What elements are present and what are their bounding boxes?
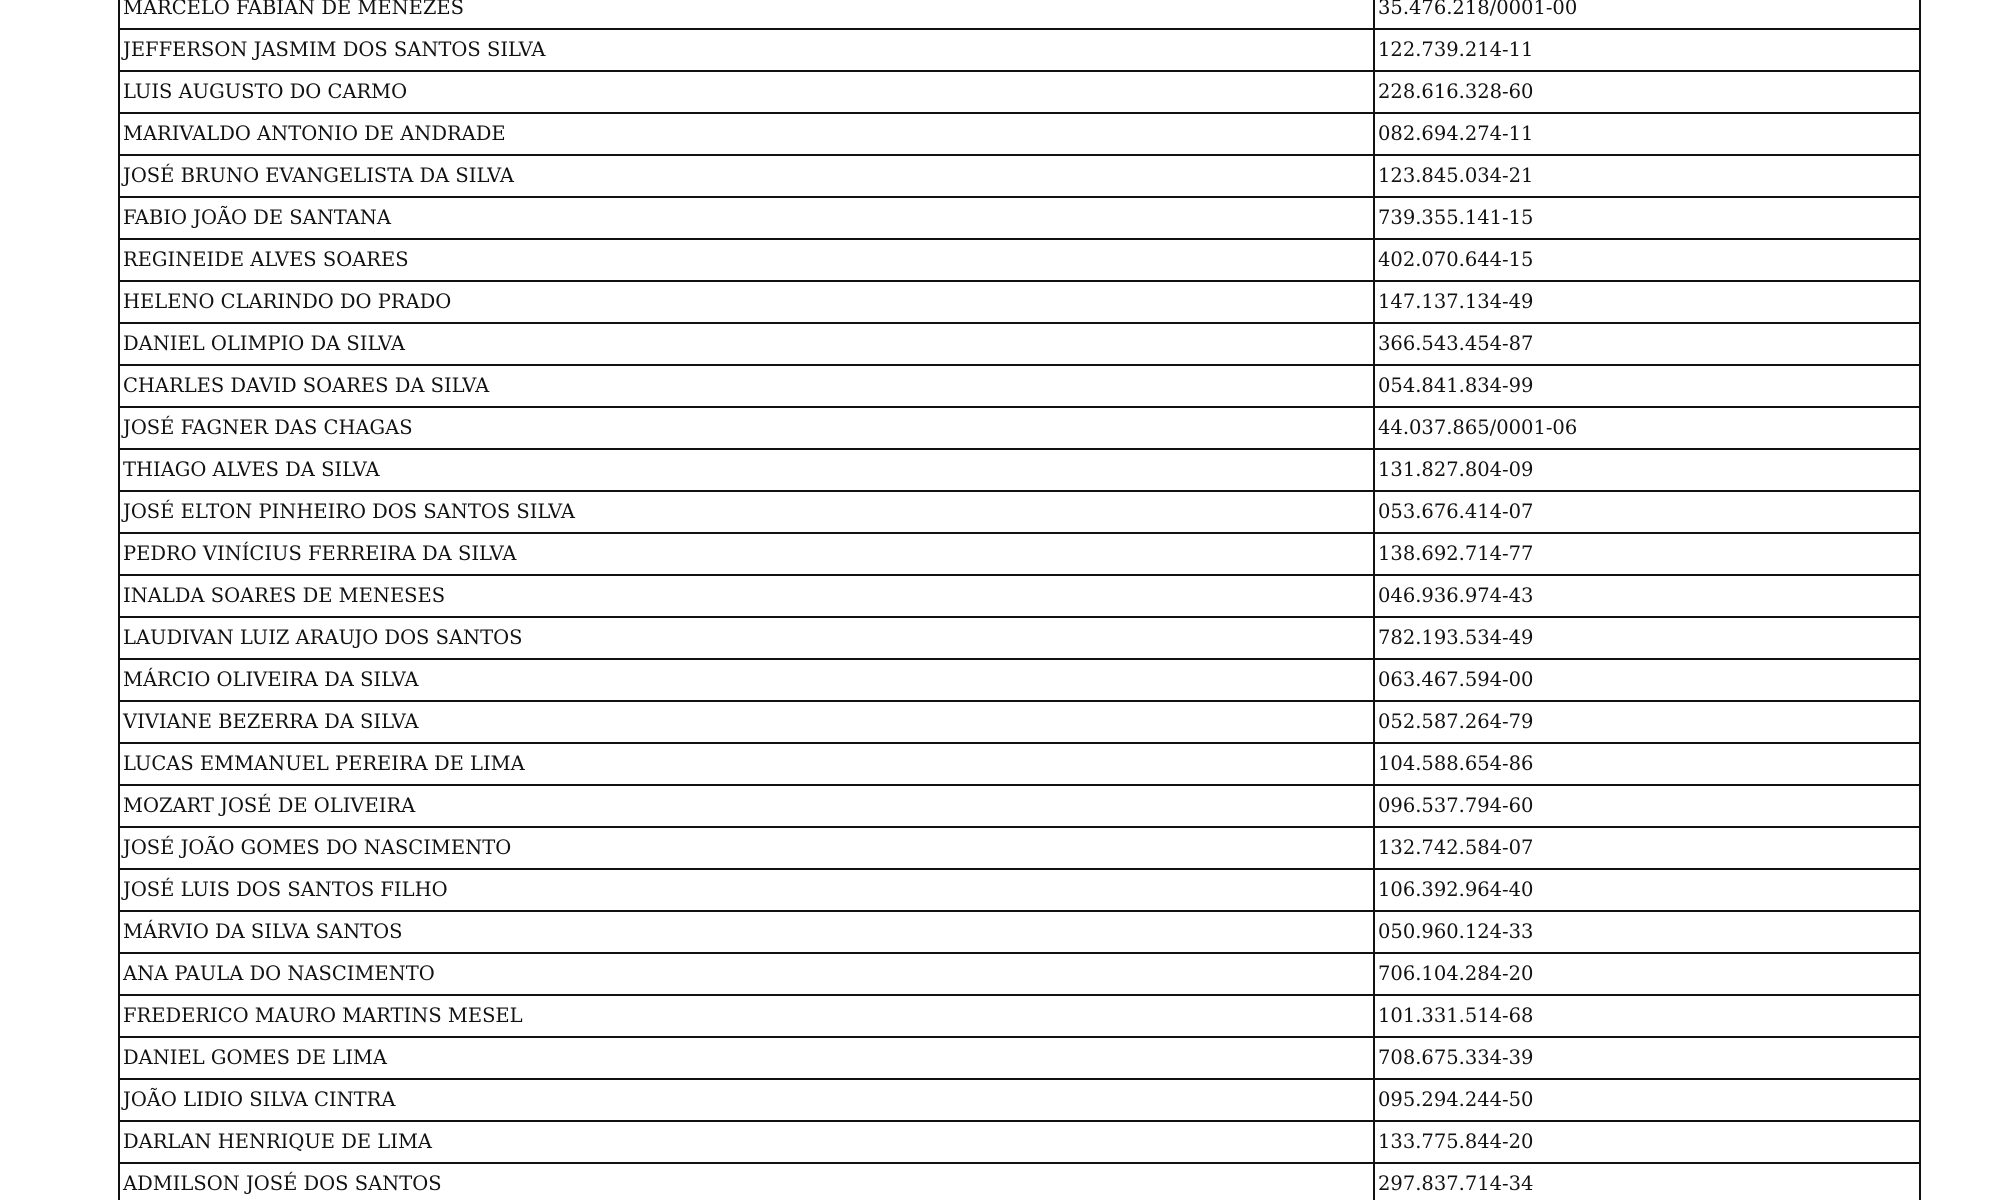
person-name-cell: CHARLES DAVID SOARES DA SILVA bbox=[119, 365, 1374, 407]
document-number-cell: 052.587.264-79 bbox=[1374, 701, 1920, 743]
table-row bbox=[119, 911, 1920, 953]
table-row bbox=[119, 659, 1920, 701]
table-row bbox=[119, 155, 1920, 197]
document-number-cell: 147.137.134-49 bbox=[1374, 281, 1920, 323]
registry-table-body bbox=[119, 0, 1920, 1200]
person-name-cell: JOSÉ LUIS DOS SANTOS FILHO bbox=[119, 869, 1374, 911]
document-number-cell: 050.960.124-33 bbox=[1374, 911, 1920, 953]
person-name-cell: LUCAS EMMANUEL PEREIRA DE LIMA bbox=[119, 743, 1374, 785]
table-row bbox=[119, 1079, 1920, 1121]
document-number-cell: 706.104.284-20 bbox=[1374, 953, 1920, 995]
person-name-cell: LAUDIVAN LUIZ ARAUJO DOS SANTOS bbox=[119, 617, 1374, 659]
table-row bbox=[119, 953, 1920, 995]
document-number-cell: 101.331.514-68 bbox=[1374, 995, 1920, 1037]
person-name-cell: JEFFERSON JASMIM DOS SANTOS SILVA bbox=[119, 29, 1374, 71]
document-number-cell: 131.827.804-09 bbox=[1374, 449, 1920, 491]
person-name-cell: DANIEL OLIMPIO DA SILVA bbox=[119, 323, 1374, 365]
registry-table bbox=[118, 0, 1921, 1200]
person-name-cell: JOSÉ ELTON PINHEIRO DOS SANTOS SILVA bbox=[119, 491, 1374, 533]
table-row bbox=[119, 113, 1920, 155]
table-row bbox=[119, 743, 1920, 785]
document-number-cell: 739.355.141-15 bbox=[1374, 197, 1920, 239]
table-row bbox=[119, 197, 1920, 239]
person-name-cell: ANA PAULA DO NASCIMENTO bbox=[119, 953, 1374, 995]
document-number-cell: 122.739.214-11 bbox=[1374, 29, 1920, 71]
person-name-cell: VIVIANE BEZERRA DA SILVA bbox=[119, 701, 1374, 743]
document-number-cell: 054.841.834-99 bbox=[1374, 365, 1920, 407]
table-row bbox=[119, 323, 1920, 365]
document-number-cell: 35.476.218/0001-00 bbox=[1374, 0, 1920, 29]
person-name-cell: MÁRCIO OLIVEIRA DA SILVA bbox=[119, 659, 1374, 701]
document-number-cell: 366.543.454-87 bbox=[1374, 323, 1920, 365]
person-name-cell: MOZART JOSÉ DE OLIVEIRA bbox=[119, 785, 1374, 827]
document-number-cell: 104.588.654-86 bbox=[1374, 743, 1920, 785]
table-row bbox=[119, 239, 1920, 281]
document-number-cell: 132.742.584-07 bbox=[1374, 827, 1920, 869]
person-name-cell: HELENO CLARINDO DO PRADO bbox=[119, 281, 1374, 323]
document-number-cell: 046.936.974-43 bbox=[1374, 575, 1920, 617]
person-name-cell: LUIS AUGUSTO DO CARMO bbox=[119, 71, 1374, 113]
document-number-cell: 053.676.414-07 bbox=[1374, 491, 1920, 533]
table-row bbox=[119, 1163, 1920, 1200]
person-name-cell: ADMILSON JOSÉ DOS SANTOS bbox=[119, 1163, 1374, 1200]
document-number-cell: 44.037.865/0001-06 bbox=[1374, 407, 1920, 449]
person-name-cell: INALDA SOARES DE MENESES bbox=[119, 575, 1374, 617]
document-number-cell: 708.675.334-39 bbox=[1374, 1037, 1920, 1079]
person-name-cell: MÁRVIO DA SILVA SANTOS bbox=[119, 911, 1374, 953]
table-row bbox=[119, 533, 1920, 575]
table-row bbox=[119, 281, 1920, 323]
person-name-cell: DARLAN HENRIQUE DE LIMA bbox=[119, 1121, 1374, 1163]
table-row bbox=[119, 1121, 1920, 1163]
table-row bbox=[119, 617, 1920, 659]
table-row bbox=[119, 449, 1920, 491]
person-name-cell: THIAGO ALVES DA SILVA bbox=[119, 449, 1374, 491]
document-number-cell: 228.616.328-60 bbox=[1374, 71, 1920, 113]
table-row bbox=[119, 575, 1920, 617]
person-name-cell: PEDRO VINÍCIUS FERREIRA DA SILVA bbox=[119, 533, 1374, 575]
person-name-cell: DANIEL GOMES DE LIMA bbox=[119, 1037, 1374, 1079]
document-number-cell: 782.193.534-49 bbox=[1374, 617, 1920, 659]
table-row bbox=[119, 365, 1920, 407]
document-number-cell: 123.845.034-21 bbox=[1374, 155, 1920, 197]
person-name-cell: JOÃO LIDIO SILVA CINTRA bbox=[119, 1079, 1374, 1121]
document-number-cell: 297.837.714-34 bbox=[1374, 1163, 1920, 1200]
table-row bbox=[119, 995, 1920, 1037]
document-number-cell: 138.692.714-77 bbox=[1374, 533, 1920, 575]
person-name-cell: FABIO JOÃO DE SANTANA bbox=[119, 197, 1374, 239]
table-row bbox=[119, 29, 1920, 71]
table-row bbox=[119, 491, 1920, 533]
table-row bbox=[119, 869, 1920, 911]
document-number-cell: 133.775.844-20 bbox=[1374, 1121, 1920, 1163]
person-name-cell: JOSÉ FAGNER DAS CHAGAS bbox=[119, 407, 1374, 449]
document-number-cell: 063.467.594-00 bbox=[1374, 659, 1920, 701]
table-row bbox=[119, 407, 1920, 449]
document-number-cell: 402.070.644-15 bbox=[1374, 239, 1920, 281]
person-name-cell: FREDERICO MAURO MARTINS MESEL bbox=[119, 995, 1374, 1037]
person-name-cell: REGINEIDE ALVES SOARES bbox=[119, 239, 1374, 281]
table-row bbox=[119, 701, 1920, 743]
document-number-cell: 096.537.794-60 bbox=[1374, 785, 1920, 827]
table-row bbox=[119, 827, 1920, 869]
table-row bbox=[119, 785, 1920, 827]
document-number-cell: 095.294.244-50 bbox=[1374, 1079, 1920, 1121]
person-name-cell: JOSÉ BRUNO EVANGELISTA DA SILVA bbox=[119, 155, 1374, 197]
table-row bbox=[119, 0, 1920, 29]
person-name-cell: MARCELO FABIAN DE MENEZES bbox=[119, 0, 1374, 29]
table-row bbox=[119, 1037, 1920, 1079]
document-number-cell: 106.392.964-40 bbox=[1374, 869, 1920, 911]
person-name-cell: JOSÉ JOÃO GOMES DO NASCIMENTO bbox=[119, 827, 1374, 869]
person-name-cell: MARIVALDO ANTONIO DE ANDRADE bbox=[119, 113, 1374, 155]
table-row bbox=[119, 71, 1920, 113]
document-number-cell: 082.694.274-11 bbox=[1374, 113, 1920, 155]
